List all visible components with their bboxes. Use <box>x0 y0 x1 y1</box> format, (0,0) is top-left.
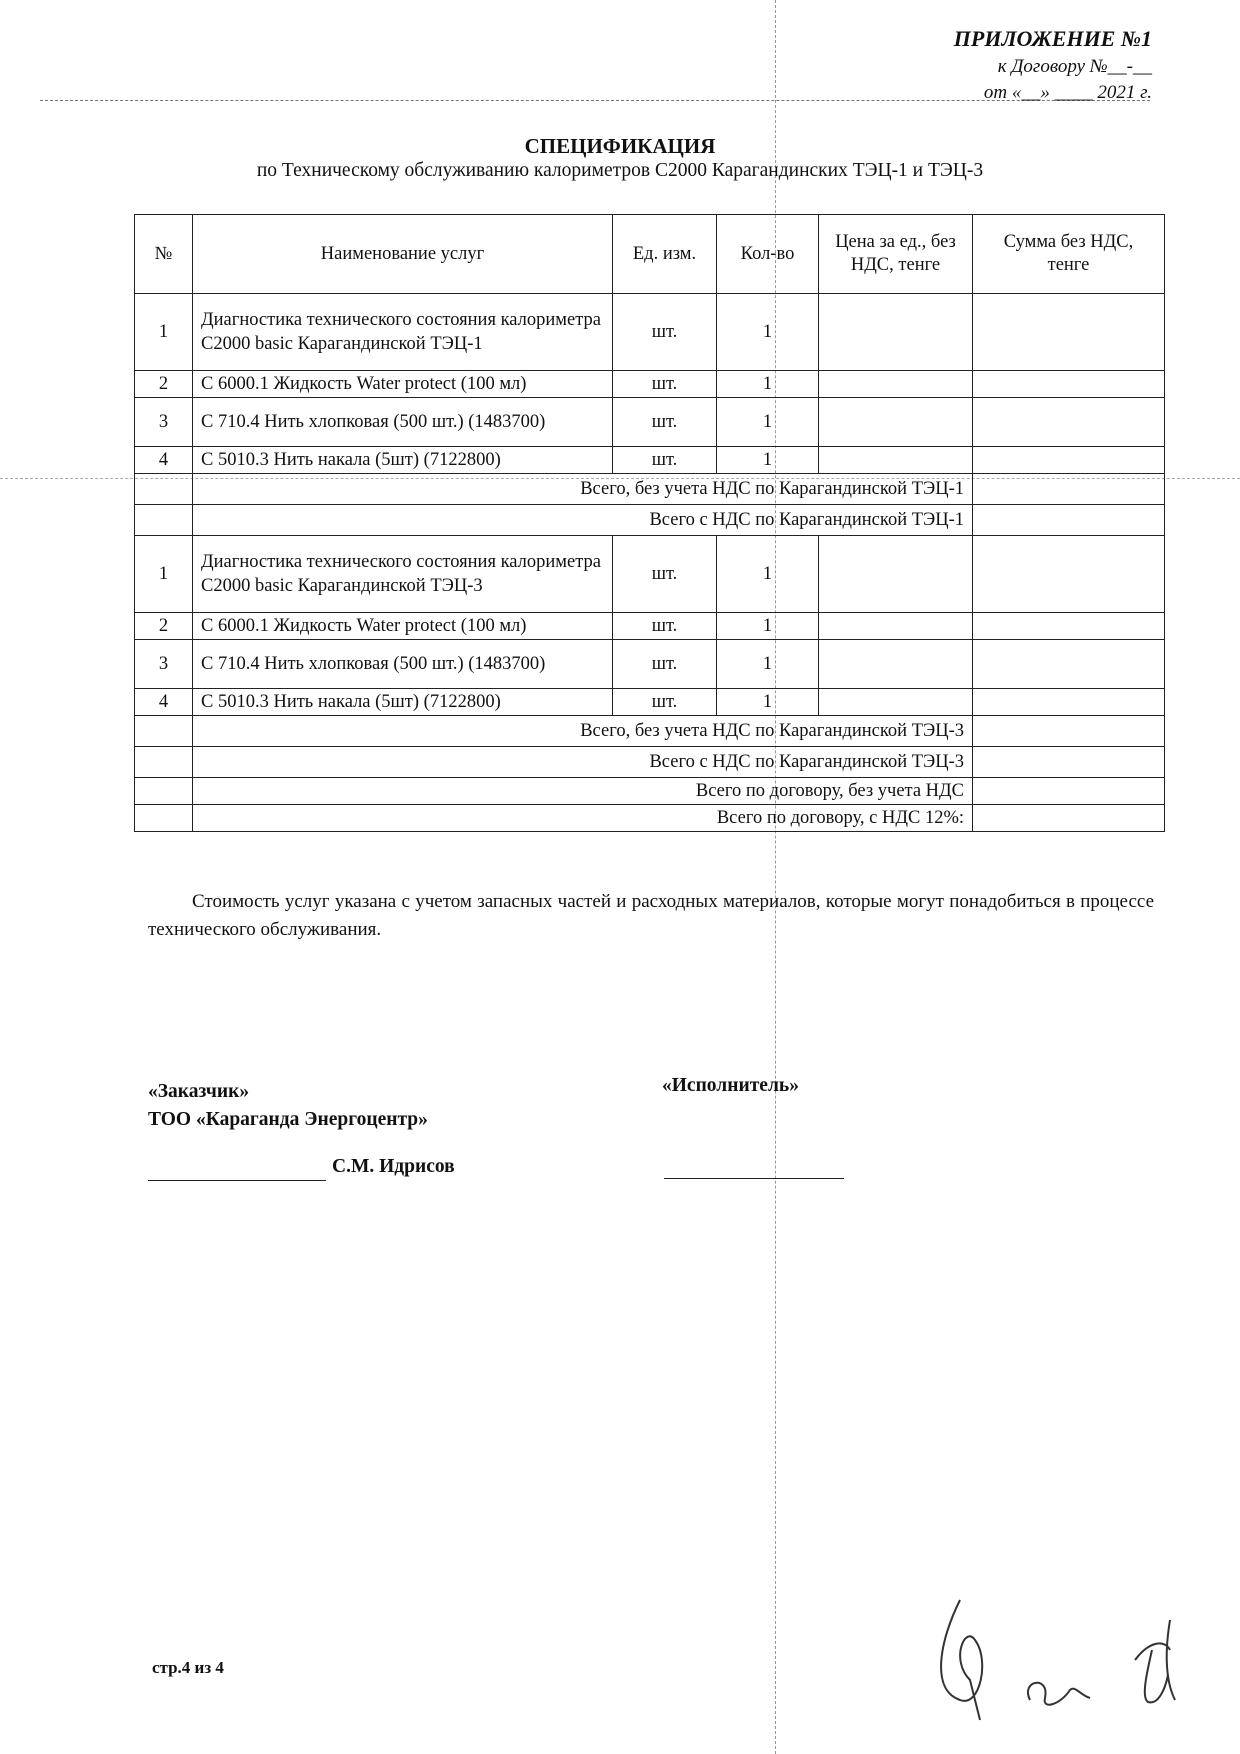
total-tec1-vat-label: Всего с НДС по Карагандинской ТЭЦ-1 <box>193 505 973 536</box>
row-number: 3 <box>135 640 193 689</box>
total-contract-no-vat-value <box>973 778 1165 805</box>
contractor-signature-line <box>664 1178 844 1179</box>
cost-note: Стоимость услуг указана с учетом запасных частей и расходных материалов, которые могут понадобиться в процессе технического обслуживания. <box>148 891 1154 940</box>
row-price <box>819 398 973 447</box>
column-header-qty: Кол-во <box>717 215 819 294</box>
table-row <box>135 640 1165 689</box>
appendix-title: ПРИЛОЖЕНИЕ №1 <box>953 26 1152 51</box>
specification-table <box>134 214 1165 832</box>
row-qty: 1 <box>717 536 819 613</box>
customer-organization: ТОО «Караганда Энергоцентр» <box>148 1109 428 1130</box>
contractor-label: «Исполнитель» <box>662 1075 799 1096</box>
row-sum <box>973 613 1165 640</box>
row-qty: 1 <box>717 398 819 447</box>
row-number: 1 <box>135 294 193 371</box>
row-number: 2 <box>135 371 193 398</box>
row-price <box>819 689 973 716</box>
row-qty: 1 <box>717 640 819 689</box>
table-row <box>135 613 1165 640</box>
row-unit: шт. <box>613 371 717 398</box>
row-sum <box>973 536 1165 613</box>
row-unit: шт. <box>613 447 717 474</box>
page-number: стр.4 из 4 <box>152 1658 224 1677</box>
row-price <box>819 371 973 398</box>
table-row <box>135 447 1165 474</box>
handwritten-initials <box>920 1580 1200 1730</box>
row-service-name: С 710.4 Нить хлопковая (500 шт.) (1483700) <box>193 398 613 447</box>
total-tec1-vat-value <box>973 505 1165 536</box>
total-row-spacer <box>135 747 193 778</box>
total-row-spacer <box>135 778 193 805</box>
row-service-name: С 5010.3 Нить накала (5шт) (7122800) <box>193 447 613 474</box>
row-price <box>819 613 973 640</box>
row-number: 4 <box>135 447 193 474</box>
row-sum <box>973 294 1165 371</box>
row-price <box>819 447 973 474</box>
total-contract-vat-label: Всего по договору, с НДС 12%: <box>193 805 973 832</box>
row-unit: шт. <box>613 689 717 716</box>
row-number: 3 <box>135 398 193 447</box>
row-qty: 1 <box>717 371 819 398</box>
row-qty: 1 <box>717 447 819 474</box>
total-row <box>135 805 1165 832</box>
row-service-name: С 5010.3 Нить накала (5шт) (7122800) <box>193 689 613 716</box>
row-unit: шт. <box>613 294 717 371</box>
column-header-number: № <box>135 215 193 294</box>
total-row-spacer <box>135 805 193 832</box>
total-row <box>135 778 1165 805</box>
total-contract-no-vat-label: Всего по договору, без учета НДС <box>193 778 973 805</box>
contract-reference: к Договору №__-__ <box>997 56 1152 77</box>
customer-label: «Заказчик» <box>148 1081 250 1102</box>
row-number: 2 <box>135 613 193 640</box>
table-row <box>135 536 1165 613</box>
total-row-spacer <box>135 474 193 505</box>
row-service-name: С 6000.1 Жидкость Water protect (100 мл) <box>193 371 613 398</box>
row-unit: шт. <box>613 640 717 689</box>
total-tec3-vat-value <box>973 747 1165 778</box>
total-tec3-no-vat-value <box>973 716 1165 747</box>
row-unit: шт. <box>613 398 717 447</box>
row-unit: шт. <box>613 613 717 640</box>
row-sum <box>973 398 1165 447</box>
table-row <box>135 371 1165 398</box>
row-qty: 1 <box>717 613 819 640</box>
total-row <box>135 747 1165 778</box>
table-row <box>135 689 1165 716</box>
total-tec1-no-vat-value <box>973 474 1165 505</box>
row-service-name: С 710.4 Нить хлопковая (500 шт.) (1483700) <box>193 640 613 689</box>
row-service-name: Диагностика технического состояния калориметра С2000 basic Карагандинской ТЭЦ-3 <box>193 536 613 613</box>
row-sum <box>973 447 1165 474</box>
row-number: 1 <box>135 536 193 613</box>
customer-block <box>148 1078 428 1134</box>
total-contract-vat-value <box>973 805 1165 832</box>
table-row <box>135 398 1165 447</box>
row-sum <box>973 371 1165 398</box>
appendix-header <box>954 24 1152 106</box>
row-sum <box>973 640 1165 689</box>
total-tec3-vat-label: Всего с НДС по Карагандинской ТЭЦ-3 <box>193 747 973 778</box>
row-number: 4 <box>135 689 193 716</box>
table-header-row <box>135 215 1165 294</box>
row-sum <box>973 689 1165 716</box>
total-row <box>135 505 1165 536</box>
row-price <box>819 536 973 613</box>
customer-signer-name: С.М. Идрисов <box>332 1156 455 1177</box>
column-header-unit: Ед. изм. <box>613 215 717 294</box>
customer-signature-line <box>148 1180 326 1181</box>
row-service-name: С 6000.1 Жидкость Water protect (100 мл) <box>193 613 613 640</box>
row-price <box>819 294 973 371</box>
row-price <box>819 640 973 689</box>
document-subtitle: по Техническому обслуживанию калориметров С2000 Карагандинских ТЭЦ-1 и ТЭЦ-3 <box>256 160 984 181</box>
total-tec3-no-vat-label: Всего, без учета НДС по Карагандинской ТЭЦ-3 <box>193 716 973 747</box>
document-title: СПЕЦИФИКАЦИЯ <box>524 134 716 158</box>
total-row-spacer <box>135 716 193 747</box>
total-row <box>135 474 1165 505</box>
row-qty: 1 <box>717 294 819 371</box>
total-row <box>135 716 1165 747</box>
table-row <box>135 294 1165 371</box>
column-header-price: Цена за ед., без НДС, тенге <box>819 215 973 294</box>
row-qty: 1 <box>717 689 819 716</box>
contract-date: от «__» ____ 2021 г. <box>983 82 1152 103</box>
total-row-spacer <box>135 505 193 536</box>
total-tec1-no-vat-label: Всего, без учета НДС по Карагандинской ТЭЦ-1 <box>193 474 973 505</box>
row-service-name: Диагностика технического состояния калориметра С2000 basic Карагандинской ТЭЦ-1 <box>193 294 613 371</box>
column-header-name: Наименование услуг <box>193 215 613 294</box>
row-unit: шт. <box>613 536 717 613</box>
column-header-sum: Сумма без НДС, тенге <box>973 215 1165 294</box>
